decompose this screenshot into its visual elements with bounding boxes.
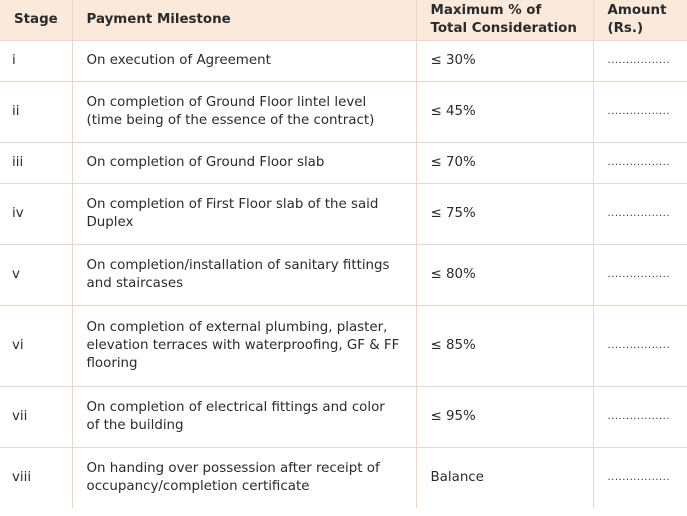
table-row <box>0 386 687 447</box>
header-stage: Stage <box>0 0 72 40</box>
header-payment-milestone: Payment Milestone <box>72 0 416 40</box>
table-row <box>0 305 687 386</box>
amount-cell: ................. <box>593 40 687 81</box>
amount-cell: ................. <box>593 81 687 142</box>
milestone-cell: On completion/installation of sanitary fittings and staircases <box>72 244 416 305</box>
table-row <box>0 447 687 508</box>
header-maximum-percent: Maximum % of Total Consideration <box>416 0 593 40</box>
stage-cell: viii <box>0 447 72 508</box>
milestone-cell: On completion of Ground Floor lintel level (time being of the essence of the contract) <box>72 81 416 142</box>
milestone-cell: On completion of First Floor slab of the said Duplex <box>72 183 416 244</box>
stage-cell: iii <box>0 142 72 183</box>
amount-cell: ................. <box>593 183 687 244</box>
max-percent-cell: ≤ 70% <box>416 142 593 183</box>
max-percent-cell: ≤ 30% <box>416 40 593 81</box>
stage-cell: iv <box>0 183 72 244</box>
table-row <box>0 142 687 183</box>
milestone-cell: On completion of external plumbing, plaster, elevation terraces with waterproofing, GF & FF flooring <box>72 305 416 386</box>
max-percent-cell: ≤ 85% <box>416 305 593 386</box>
milestone-cell: On completion of Ground Floor slab <box>72 142 416 183</box>
table-row <box>0 244 687 305</box>
max-percent-cell: ≤ 45% <box>416 81 593 142</box>
amount-cell: ................. <box>593 305 687 386</box>
stage-cell: v <box>0 244 72 305</box>
amount-cell: ................. <box>593 244 687 305</box>
stage-cell: vi <box>0 305 72 386</box>
milestone-cell: On execution of Agreement <box>72 40 416 81</box>
amount-cell: ................. <box>593 447 687 508</box>
max-percent-cell: Balance <box>416 447 593 508</box>
milestone-cell: On handing over possession after receipt of occupancy/completion certificate <box>72 447 416 508</box>
stage-cell: vii <box>0 386 72 447</box>
stage-cell: ii <box>0 81 72 142</box>
table-row <box>0 183 687 244</box>
amount-cell: ................. <box>593 142 687 183</box>
table-row <box>0 81 687 142</box>
milestone-cell: On completion of electrical fittings and color of the building <box>72 386 416 447</box>
table-header-row <box>0 0 687 40</box>
max-percent-cell: ≤ 80% <box>416 244 593 305</box>
stage-cell: i <box>0 40 72 81</box>
max-percent-cell: ≤ 95% <box>416 386 593 447</box>
table-row <box>0 40 687 81</box>
max-percent-cell: ≤ 75% <box>416 183 593 244</box>
amount-cell: ................. <box>593 386 687 447</box>
header-amount: Amount (Rs.) <box>593 0 687 40</box>
